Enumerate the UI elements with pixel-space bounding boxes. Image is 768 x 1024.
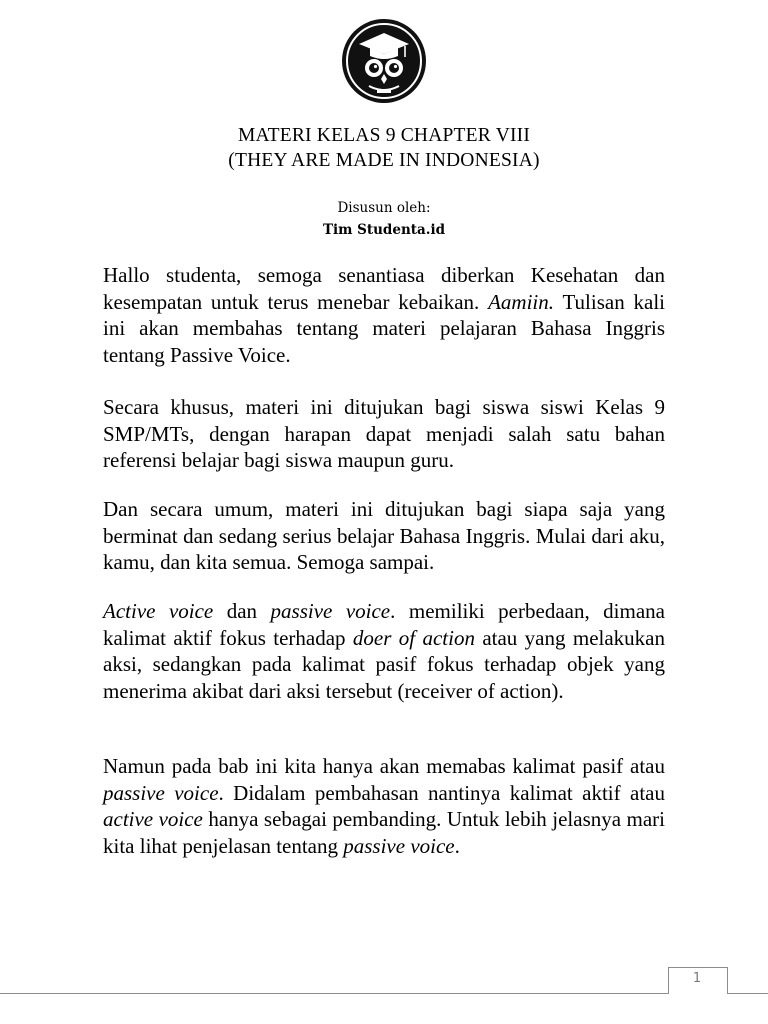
- document-title: MATERI KELAS 9 CHAPTER VIII: [237, 125, 531, 146]
- paragraph-chapter-focus: [103, 753, 665, 859]
- italic-text: passive voice: [103, 780, 219, 805]
- paragraph-intro: [103, 262, 665, 368]
- page-number: 1: [692, 971, 702, 986]
- italic-text: passive voice: [270, 599, 391, 623]
- paragraph-text: Tulisan kali ini akan membahas tentang materi pelajaran Bahasa Inggris tentang Passive Voice.: [103, 289, 665, 367]
- italic-text: passive voice: [343, 833, 455, 858]
- compiled-by-label: Disusun oleh:: [337, 200, 431, 216]
- paragraph-text: Hallo studenta, semoga senantiasa diberkan Kesehatan dan kesempatan untuk terus menebar kebaikan.: [103, 263, 665, 314]
- paragraph-text: .: [454, 833, 460, 858]
- italic-text: Active voice: [103, 599, 214, 623]
- footer-rule: [0, 993, 768, 994]
- paragraph-general-audience: Dan secara umum, materi ini ditujukan bagi siapa saja yang berminat dan sedang serius belajar Bahasa Inggris. Mulai dari aku, kamu, dan kita semua. Semoga sampai.: [103, 497, 665, 575]
- paragraph-text: . Didalam pembahasan nantinya kalimat aktif atau: [218, 780, 665, 805]
- italic-text: active voice: [103, 807, 203, 832]
- paragraph-target-students: Secara khusus, materi ini ditujukan bagi siswa siswi Kelas 9 SMP/MTs, dengan harapan dapat menjadi salah satu bahan referensi belajar bagi siswa maupun guru.: [103, 395, 665, 473]
- paragraph-text: Namun pada bab ini kita hanya akan memabas kalimat pasif atau: [103, 754, 665, 778]
- author-name: Tim Studenta.id: [322, 222, 446, 238]
- document-subtitle: (THEY ARE MADE IN INDONESIA): [228, 150, 540, 171]
- paragraph-text: . memiliki perbedaan, dimana kalimat aktif fokus terhadap: [103, 599, 665, 650]
- italic-text: Aamiin.: [488, 289, 555, 314]
- paragraph-text: atau yang melakukan aksi, sedangkan pada kalimat pasif fokus terhadap objek yang menerima akibat dari aksi tersebut (receiver of action).: [103, 625, 665, 703]
- italic-text: doer of action: [352, 625, 475, 650]
- paragraph-text: dan: [213, 599, 271, 623]
- owl-graduation-cap-icon: [341, 18, 427, 104]
- paragraph-text: hanya sebagai pembanding. Untuk lebih jelasnya mari kita lihat penjelasan tentang: [103, 807, 665, 858]
- paragraph-active-passive: [103, 598, 665, 704]
